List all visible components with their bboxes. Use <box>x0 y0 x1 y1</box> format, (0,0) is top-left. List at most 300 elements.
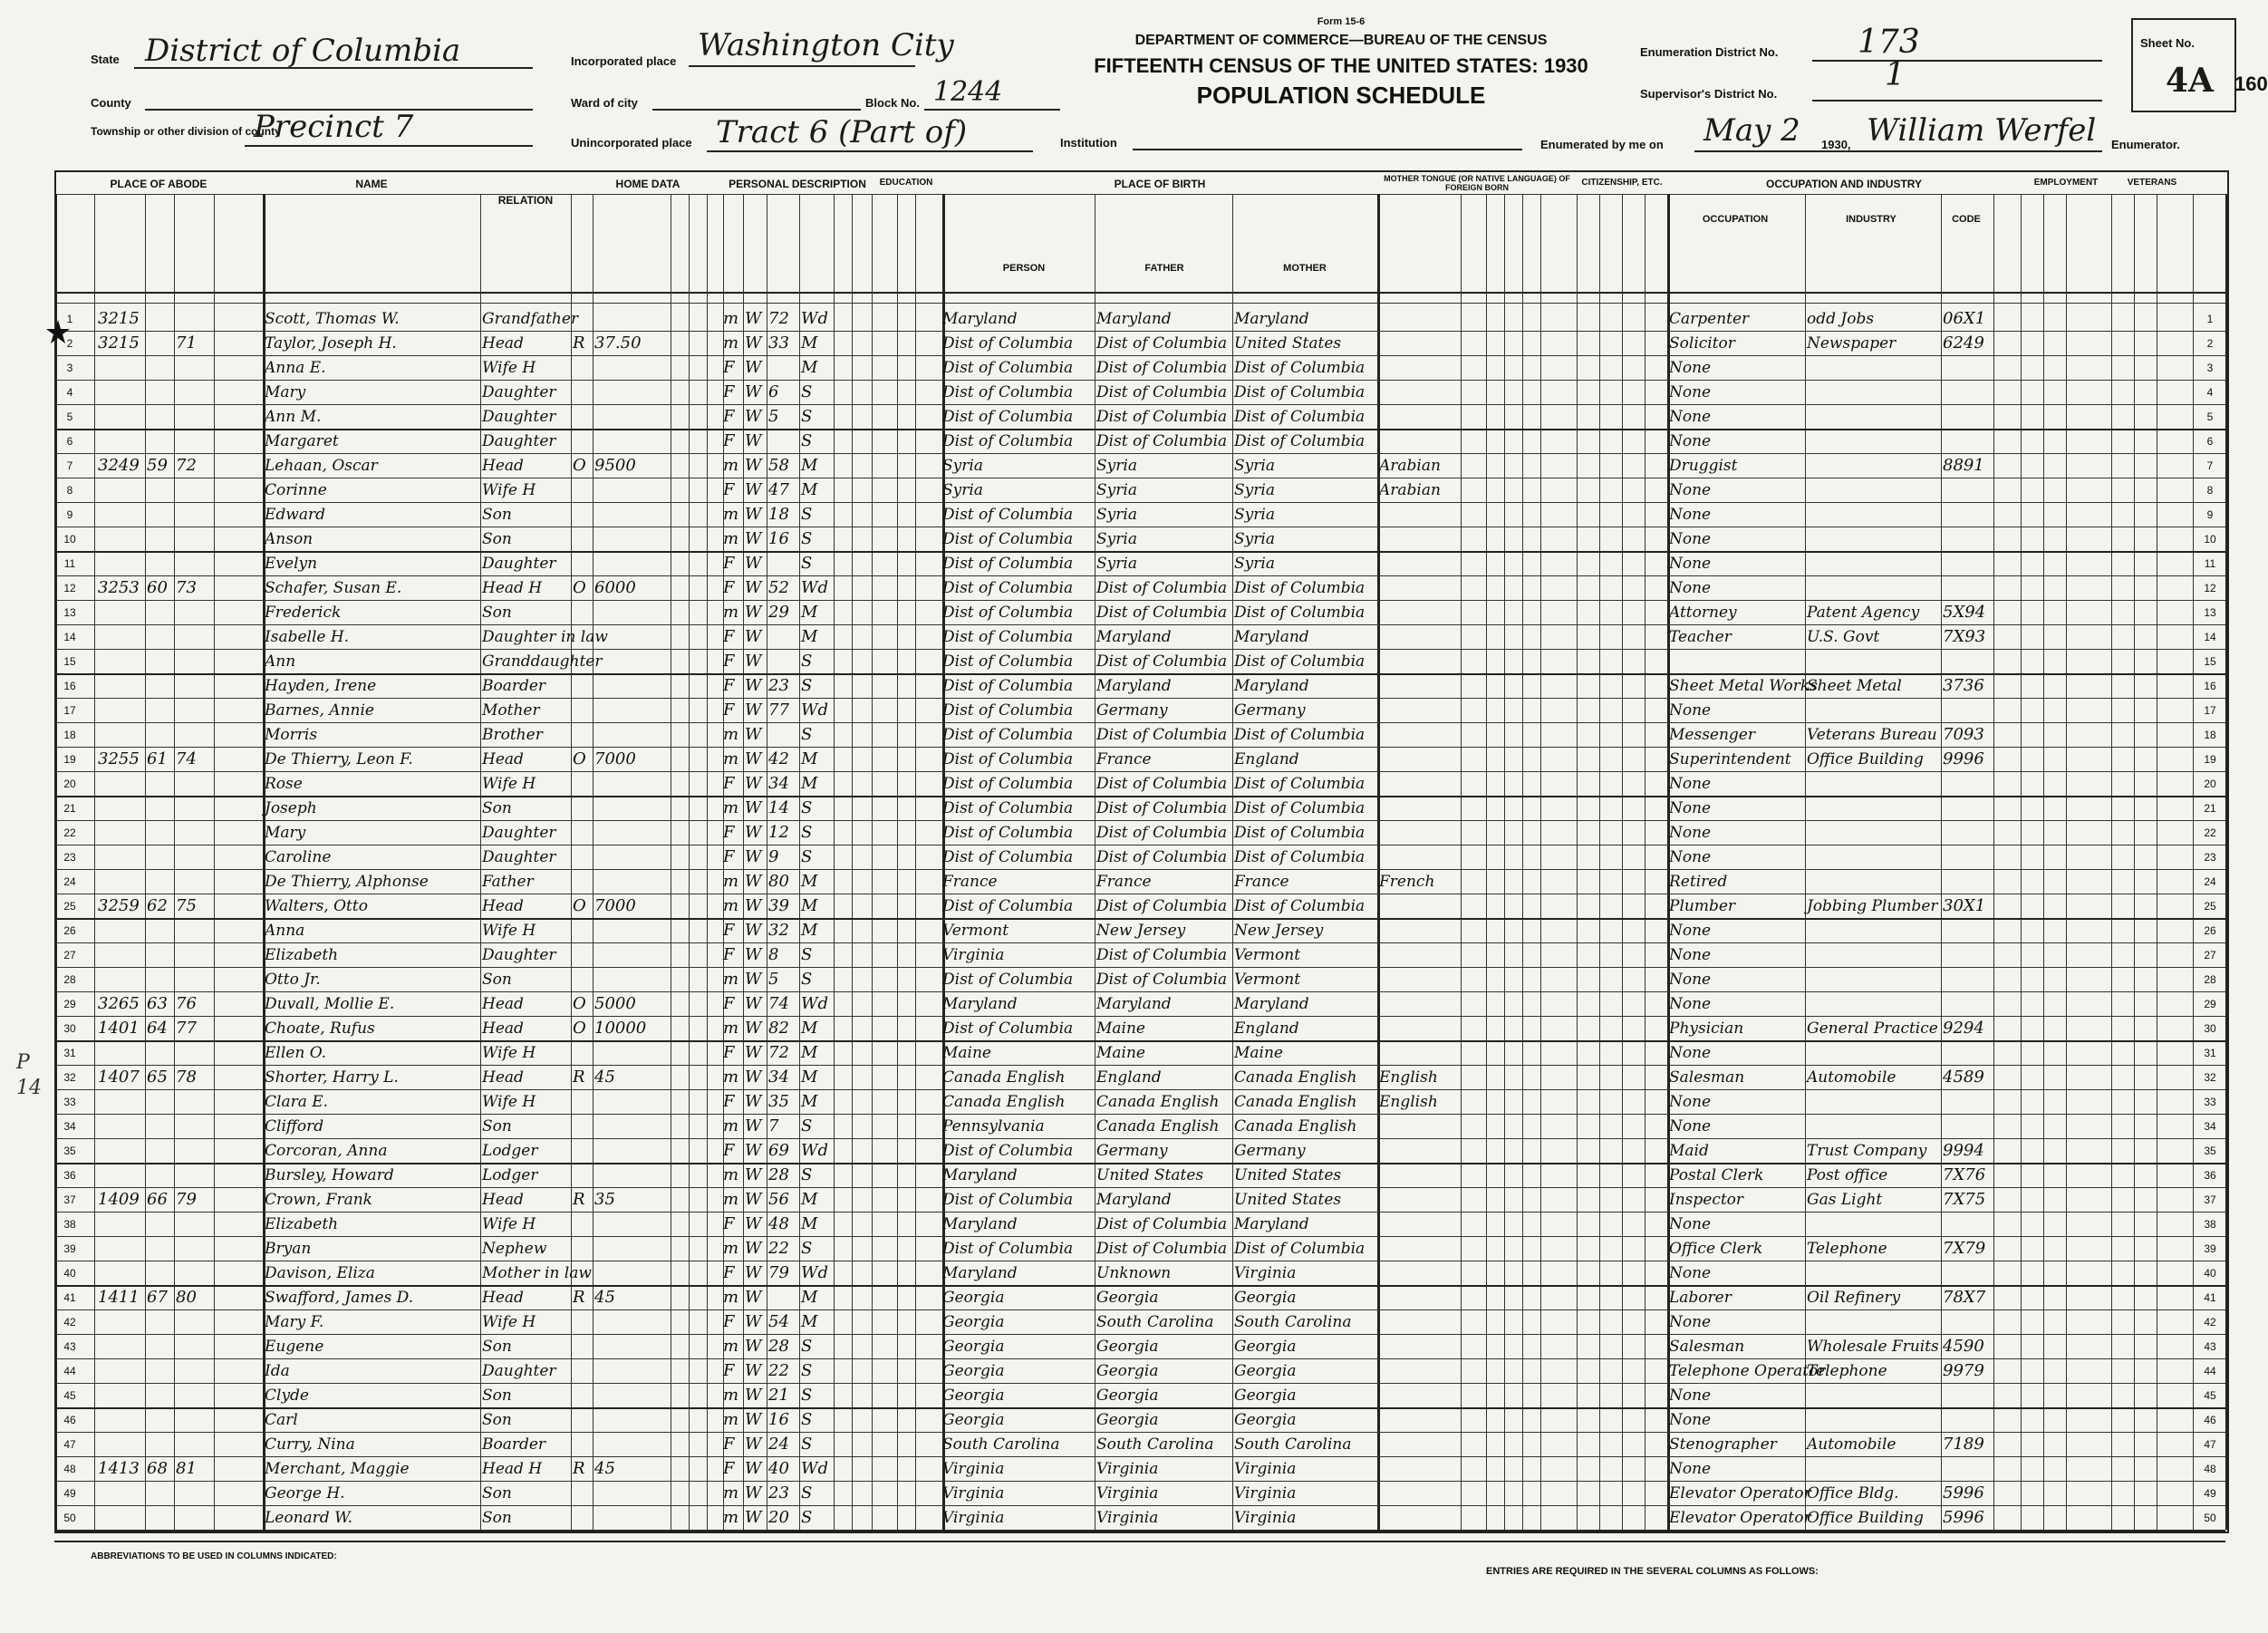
enumerated-underline <box>1694 150 2102 152</box>
cell-fam: 73 <box>176 578 197 597</box>
cell-father: Dist of Columbia <box>1096 359 1228 377</box>
cell-mother: Dist of Columbia <box>1234 824 1366 842</box>
section-birth: PLACE OF BIRTH <box>1114 178 1206 190</box>
cell-occ: None <box>1669 481 1712 499</box>
cell-mother: Maryland <box>1234 677 1309 695</box>
cell-mar: M <box>801 1312 818 1331</box>
line-number-right: 16 <box>2204 680 2216 692</box>
cell-father: Maryland <box>1096 310 1172 328</box>
supervisor-label: Supervisor's District No. <box>1640 87 1778 101</box>
cell-father: Dist of Columbia <box>1096 775 1228 793</box>
cell-occ: Retired <box>1669 873 1728 891</box>
col-person: PERSON <box>1002 263 1046 274</box>
section-relation: RELATION <box>497 194 554 207</box>
cell-sex: m <box>723 1019 739 1038</box>
cell-age: 58 <box>768 456 789 475</box>
state-underline <box>134 67 533 69</box>
cell-mar: S <box>801 1337 813 1356</box>
cell-race: W <box>745 1361 762 1380</box>
cell-age: 16 <box>768 1410 789 1429</box>
cell-mother: United States <box>1234 1166 1342 1184</box>
cell-name: Corinne <box>265 481 327 499</box>
cell-name: Clara E. <box>265 1093 329 1111</box>
column-rule <box>1645 194 1646 1530</box>
enumerated-year: 1930, <box>1821 138 1851 151</box>
cell-name: Davison, Eliza <box>265 1264 375 1282</box>
township-underline <box>245 145 533 147</box>
cell-person: Dist of Columbia <box>942 359 1074 377</box>
line-number: 29 <box>63 998 76 1010</box>
cell-occ: Druggist <box>1669 457 1738 475</box>
cell-rel: Daughter <box>482 555 556 573</box>
cell-person: Dist of Columbia <box>942 897 1074 915</box>
cell-occ: None <box>1669 1460 1712 1478</box>
cell-occ: None <box>1669 579 1712 597</box>
cell-person: Dist of Columbia <box>942 1142 1074 1160</box>
cell-mother: Dist of Columbia <box>1234 359 1366 377</box>
cell-ind: Post office <box>1807 1166 1888 1184</box>
colnum-divider <box>54 303 2225 304</box>
cell-code: 7189 <box>1943 1435 1984 1454</box>
cell-mother: South Carolina <box>1234 1435 1352 1454</box>
col-industry: INDUSTRY <box>1846 214 1896 225</box>
cell-age: 5 <box>768 407 779 426</box>
cell-race: W <box>745 1435 762 1454</box>
line-number-right: 24 <box>2204 875 2216 888</box>
cell-code: 9996 <box>1943 749 1984 768</box>
cell-mother: Vermont <box>1234 971 1301 989</box>
cell-ind: General Practice <box>1807 1019 1938 1038</box>
line-number: 49 <box>63 1487 76 1500</box>
cell-sex: F <box>723 1214 735 1233</box>
cell-father: Syria <box>1096 506 1137 524</box>
cell-code: 06X1 <box>1943 309 1986 328</box>
cell-occ: Postal Clerk <box>1669 1166 1764 1184</box>
cell-ind: Jobbing Plumber <box>1807 897 1938 915</box>
cell-age: 72 <box>768 1043 789 1062</box>
cell-mar: M <box>801 1043 818 1062</box>
cell-occ: Sheet Metal Works <box>1669 677 1818 695</box>
cell-age: 14 <box>768 798 789 817</box>
cell-mother: Maryland <box>1234 310 1309 328</box>
cell-mar: S <box>801 1165 813 1184</box>
cell-person: Georgia <box>942 1338 1005 1356</box>
line-number-right: 42 <box>2204 1316 2216 1329</box>
cell-person: Dist of Columbia <box>942 432 1074 450</box>
line-number-right: 8 <box>2206 484 2214 497</box>
cell-age: 18 <box>768 505 789 524</box>
cell-person: Vermont <box>942 922 1009 940</box>
cell-rel: Son <box>482 971 512 989</box>
block-underline <box>924 109 1060 111</box>
cell-race: W <box>745 431 762 450</box>
cell-fam: 78 <box>176 1068 197 1087</box>
cell-rel: Son <box>482 604 512 622</box>
cell-father: Syria <box>1096 530 1137 548</box>
cell-fam: 76 <box>176 994 197 1013</box>
cell-mar: M <box>801 627 818 646</box>
institution-underline <box>1133 149 1522 150</box>
enumerated-label: Enumerated by me on <box>1540 138 1664 151</box>
cell-age: 34 <box>768 1068 789 1087</box>
cell-mother: Germany <box>1234 1142 1306 1160</box>
cell-mar: Wd <box>801 1459 829 1478</box>
cell-sex: F <box>723 431 735 450</box>
column-rule <box>1941 194 1942 1530</box>
cell-fam: 74 <box>176 749 197 768</box>
cell-occ: Laborer <box>1669 1289 1732 1307</box>
cell-rel: Wife H <box>482 1215 536 1233</box>
cell-person: France <box>942 873 998 891</box>
cell-person: Dist of Columbia <box>942 604 1074 622</box>
line-number: 4 <box>66 386 73 399</box>
line-number-right: 45 <box>2204 1389 2216 1402</box>
department-title: DEPARTMENT OF COMMERCE—BUREAU OF THE CENSUS <box>1134 33 1548 48</box>
cell-ind: Telephone <box>1807 1362 1887 1380</box>
cell-occ: None <box>1669 359 1712 377</box>
enum-district-underline <box>1812 60 2102 62</box>
cell-sex: F <box>723 945 735 964</box>
column-rule <box>743 194 744 1530</box>
cell-father: Dist of Columbia <box>1096 946 1228 964</box>
cell-code: 5996 <box>1943 1483 1984 1503</box>
line-number: 47 <box>63 1438 76 1451</box>
cell-name: Mary <box>265 383 306 401</box>
enum-district-value: 173 <box>1858 24 1920 61</box>
cell-name: Anna E. <box>265 359 326 377</box>
cell-sex: F <box>723 676 735 695</box>
cell-rel: Son <box>482 1411 512 1429</box>
cell-name: Isabelle H. <box>265 628 350 646</box>
cell-name: Frederick <box>265 604 342 622</box>
cell-occ: Salesman <box>1669 1338 1745 1356</box>
cell-street: 1407 <box>98 1068 140 1087</box>
cell-dw: 68 <box>147 1459 168 1478</box>
cell-name: Crown, Frank <box>265 1191 372 1209</box>
cell-mar: M <box>801 1092 818 1111</box>
cell-ind: Veterans Bureau <box>1807 726 1937 744</box>
column-rule <box>94 194 95 1530</box>
cell-occ: None <box>1669 432 1712 450</box>
cell-father: Syria <box>1096 457 1137 475</box>
line-number-right: 47 <box>2204 1438 2216 1451</box>
sheet-value: 4A <box>2166 62 2214 100</box>
column-rule <box>571 194 572 1530</box>
cell-sex: m <box>723 1386 739 1405</box>
column-rule <box>689 194 690 1530</box>
cell-tenure: R <box>573 1459 585 1478</box>
line-number: 46 <box>63 1414 76 1426</box>
section-personal: PERSONAL DESCRIPTION <box>729 178 866 190</box>
cell-mother: Germany <box>1234 701 1306 720</box>
cell-age: 39 <box>768 896 789 915</box>
column-rule <box>1461 194 1462 1530</box>
line-number-right: 3 <box>2206 362 2214 374</box>
line-number-right: 29 <box>2204 998 2216 1010</box>
cell-value: 45 <box>594 1288 615 1307</box>
section-place-of-abode: PLACE OF ABODE <box>110 178 207 190</box>
cell-rel: Boarder <box>482 677 546 695</box>
cell-rel: Granddaughter <box>482 652 603 671</box>
cell-person: Maryland <box>942 1215 1018 1233</box>
line-number-right: 49 <box>2204 1487 2216 1500</box>
column-rule <box>852 194 853 1530</box>
cell-age: 22 <box>768 1239 789 1258</box>
cell-father: France <box>1096 873 1152 891</box>
column-rule <box>707 194 708 1530</box>
cell-race: W <box>745 578 762 597</box>
cell-name: Mary F. <box>265 1313 324 1331</box>
cell-value: 7000 <box>594 896 636 915</box>
cell-father: Georgia <box>1096 1411 1159 1429</box>
cell-person: Georgia <box>942 1289 1005 1307</box>
cell-rel: Daughter in law <box>482 628 608 646</box>
line-number: 16 <box>63 680 76 692</box>
cell-fam: 80 <box>176 1288 197 1307</box>
cell-race: W <box>745 774 762 793</box>
cell-father: Germany <box>1096 701 1168 720</box>
cell-race: W <box>745 1239 762 1258</box>
cell-father: Dist of Columbia <box>1096 604 1228 622</box>
cell-sex: F <box>723 1312 735 1331</box>
cell-age: 9 <box>768 847 779 866</box>
cell-mar: M <box>801 456 818 475</box>
cell-age: 5 <box>768 970 779 989</box>
line-number-right: 10 <box>2204 533 2216 546</box>
cell-mar: M <box>801 1190 818 1209</box>
column-rule <box>2225 194 2228 1530</box>
cell-mar: S <box>801 505 813 524</box>
cell-mar: M <box>801 480 818 499</box>
cell-race: W <box>745 1019 762 1038</box>
cell-rel: Head <box>482 1068 524 1087</box>
cell-mother: Georgia <box>1234 1411 1297 1429</box>
line-number: 37 <box>63 1193 76 1206</box>
cell-occ: None <box>1669 408 1712 426</box>
cell-name: Morris <box>265 726 318 744</box>
cell-rel: Daughter <box>482 1362 556 1380</box>
cell-sex: F <box>723 701 735 720</box>
cell-person: Dist of Columbia <box>942 1019 1074 1038</box>
cell-age: 12 <box>768 823 789 842</box>
cell-mother: England <box>1234 1019 1299 1038</box>
form-label: Form 15-6 <box>1317 16 1366 27</box>
cell-mother: Georgia <box>1234 1362 1297 1380</box>
line-number-right: 1 <box>2206 313 2214 325</box>
cell-occ: Office Clerk <box>1669 1240 1763 1258</box>
cell-age: 52 <box>768 578 789 597</box>
line-number: 32 <box>63 1071 76 1084</box>
cell-tenure: O <box>573 578 586 597</box>
cell-occ: Telephone Operator <box>1669 1362 1826 1380</box>
cell-occ: Messenger <box>1669 726 1755 744</box>
cell-sex: F <box>723 1435 735 1454</box>
cell-name: Leonard W. <box>265 1509 352 1527</box>
cell-ind: Telephone <box>1807 1240 1887 1258</box>
cell-name: Anna <box>265 922 305 940</box>
cell-mar: S <box>801 407 813 426</box>
line-number-right: 31 <box>2204 1047 2216 1059</box>
cell-rel: Wife H <box>482 359 536 377</box>
cell-race: W <box>745 1116 762 1135</box>
cell-age: 82 <box>768 1019 789 1038</box>
cell-tenure: O <box>573 896 586 915</box>
cell-mother: Syria <box>1234 530 1275 548</box>
cell-name: Bryan <box>265 1240 312 1258</box>
cell-mother: Canada English <box>1234 1117 1357 1135</box>
cell-person: Dist of Columbia <box>942 1240 1074 1258</box>
cell-father: Virginia <box>1096 1460 1159 1478</box>
cell-age: 48 <box>768 1214 789 1233</box>
column-rule <box>1540 194 1541 1530</box>
col-father: FATHER <box>1144 263 1184 274</box>
cell-race: W <box>745 529 762 548</box>
line-number: 3 <box>66 362 73 374</box>
cell-race: W <box>745 945 762 964</box>
cell-occ: None <box>1669 1411 1712 1429</box>
star-mark-icon <box>45 319 71 344</box>
cell-code: 9979 <box>1943 1361 1984 1380</box>
cell-sex: m <box>723 603 739 622</box>
section-home-data: HOME DATA <box>615 178 680 190</box>
cell-mother: New Jersey <box>1234 922 1324 940</box>
cell-name: Ellen O. <box>265 1044 327 1062</box>
cell-person: Dist of Columbia <box>942 652 1074 671</box>
cell-race: W <box>745 921 762 940</box>
cell-name: Shorter, Harry L. <box>265 1068 399 1087</box>
cell-father: France <box>1096 750 1152 768</box>
section-name: NAME <box>355 178 388 190</box>
cell-name: Hayden, Irene <box>265 677 377 695</box>
section-employment: EMPLOYMENT <box>2033 178 2099 188</box>
cell-ind: Automobile <box>1807 1068 1896 1087</box>
cell-father: Syria <box>1096 481 1137 499</box>
cell-father: Dist of Columbia <box>1096 1215 1228 1233</box>
cell-age: 6 <box>768 382 779 401</box>
cell-person: Canada English <box>942 1093 1066 1111</box>
cell-person: Canada English <box>942 1068 1066 1087</box>
cell-age: 20 <box>768 1508 789 1527</box>
cell-ind: Office Building <box>1807 750 1924 768</box>
cell-occ: None <box>1669 1117 1712 1135</box>
cell-name: Merchant, Maggie <box>265 1460 410 1478</box>
cell-person: Dist of Columbia <box>942 579 1074 597</box>
cell-father: Syria <box>1096 555 1137 573</box>
cell-father: Unknown <box>1096 1264 1172 1282</box>
cell-dw: 60 <box>147 578 168 597</box>
cell-tongue: English <box>1379 1093 1438 1111</box>
column-rule <box>593 194 594 1530</box>
cell-father: Maryland <box>1096 677 1172 695</box>
cell-street: 3249 <box>98 456 140 475</box>
column-rule <box>1622 194 1623 1530</box>
cell-sex: F <box>723 578 735 597</box>
cell-ind: Patent Agency <box>1807 604 1920 622</box>
section-mother-tongue: MOTHER TONGUE (OR NATIVE LANGUAGE) OF FOREIGN BORN <box>1384 174 1570 192</box>
cell-sex: m <box>723 1483 739 1503</box>
cell-mother: Dist of Columbia <box>1234 579 1366 597</box>
cell-person: Virginia <box>942 1509 1005 1527</box>
cell-person: Dist of Columbia <box>942 1191 1074 1209</box>
cell-rel: Son <box>482 506 512 524</box>
cell-mar: S <box>801 847 813 866</box>
cell-race: W <box>745 1337 762 1356</box>
line-number-right: 19 <box>2204 753 2216 766</box>
cell-occ: None <box>1669 530 1712 548</box>
cell-age: 28 <box>768 1165 789 1184</box>
cell-person: Georgia <box>942 1411 1005 1429</box>
cell-race: W <box>745 1092 762 1111</box>
cell-person: Maine <box>942 1044 991 1062</box>
cell-race: W <box>745 896 762 915</box>
cell-rel: Son <box>482 1484 512 1503</box>
cell-name: Elizabeth <box>265 946 339 964</box>
line-number-right: 32 <box>2204 1071 2216 1084</box>
line-number-right: 50 <box>2204 1512 2216 1524</box>
cell-code: 30X1 <box>1943 896 1986 915</box>
cell-age: 24 <box>768 1435 789 1454</box>
cell-person: Pennsylvania <box>942 1117 1045 1135</box>
cell-sex: m <box>723 1288 739 1307</box>
cell-race: W <box>745 749 762 768</box>
cell-sex: F <box>723 627 735 646</box>
cell-street: 1401 <box>98 1019 140 1038</box>
cell-sex: F <box>723 847 735 866</box>
line-number: 25 <box>63 900 76 913</box>
cell-sex: m <box>723 1337 739 1356</box>
cell-race: W <box>745 1263 762 1282</box>
cell-race: W <box>745 994 762 1013</box>
township-label: Township or other division of county <box>91 125 281 138</box>
cell-dw: 61 <box>147 749 168 768</box>
cell-code: 7X79 <box>1943 1239 1986 1258</box>
cell-mother: Dist of Columbia <box>1234 726 1366 744</box>
cell-mar: S <box>801 1116 813 1135</box>
cell-person: Dist of Columbia <box>942 334 1074 353</box>
cell-rel: Head H <box>482 1460 543 1478</box>
cell-father: Georgia <box>1096 1387 1159 1405</box>
line-number: 44 <box>63 1365 76 1377</box>
cell-race: W <box>745 1508 762 1527</box>
cell-rel: Mother in law <box>482 1264 592 1282</box>
cell-rel: Boarder <box>482 1435 546 1454</box>
cell-rel: Lodger <box>482 1166 538 1184</box>
cell-father: Dist of Columbia <box>1096 1240 1228 1258</box>
cell-person: Dist of Columbia <box>942 824 1074 842</box>
line-number-right: 41 <box>2204 1291 2216 1304</box>
line-number-right: 26 <box>2204 924 2216 937</box>
cell-tenure: R <box>573 1288 585 1307</box>
cell-dw: 66 <box>147 1190 168 1209</box>
cell-race: W <box>745 1068 762 1087</box>
cell-race: W <box>745 1483 762 1503</box>
cell-mar: M <box>801 921 818 940</box>
cell-rel: Son <box>482 1387 512 1405</box>
cell-person: Dist of Columbia <box>942 971 1074 989</box>
incorporated-value: Washington City <box>698 27 954 63</box>
cell-father: Virginia <box>1096 1509 1159 1527</box>
line-number: 50 <box>63 1512 76 1524</box>
cell-sex: F <box>723 407 735 426</box>
cell-age: 69 <box>768 1141 789 1160</box>
cell-age: 74 <box>768 994 789 1013</box>
cell-sex: F <box>723 921 735 940</box>
cell-person: Dist of Columbia <box>942 383 1074 401</box>
cell-mother: United States <box>1234 1191 1342 1209</box>
cell-occ: None <box>1669 922 1712 940</box>
cell-street: 3255 <box>98 749 140 768</box>
cell-dw: 62 <box>147 896 168 915</box>
